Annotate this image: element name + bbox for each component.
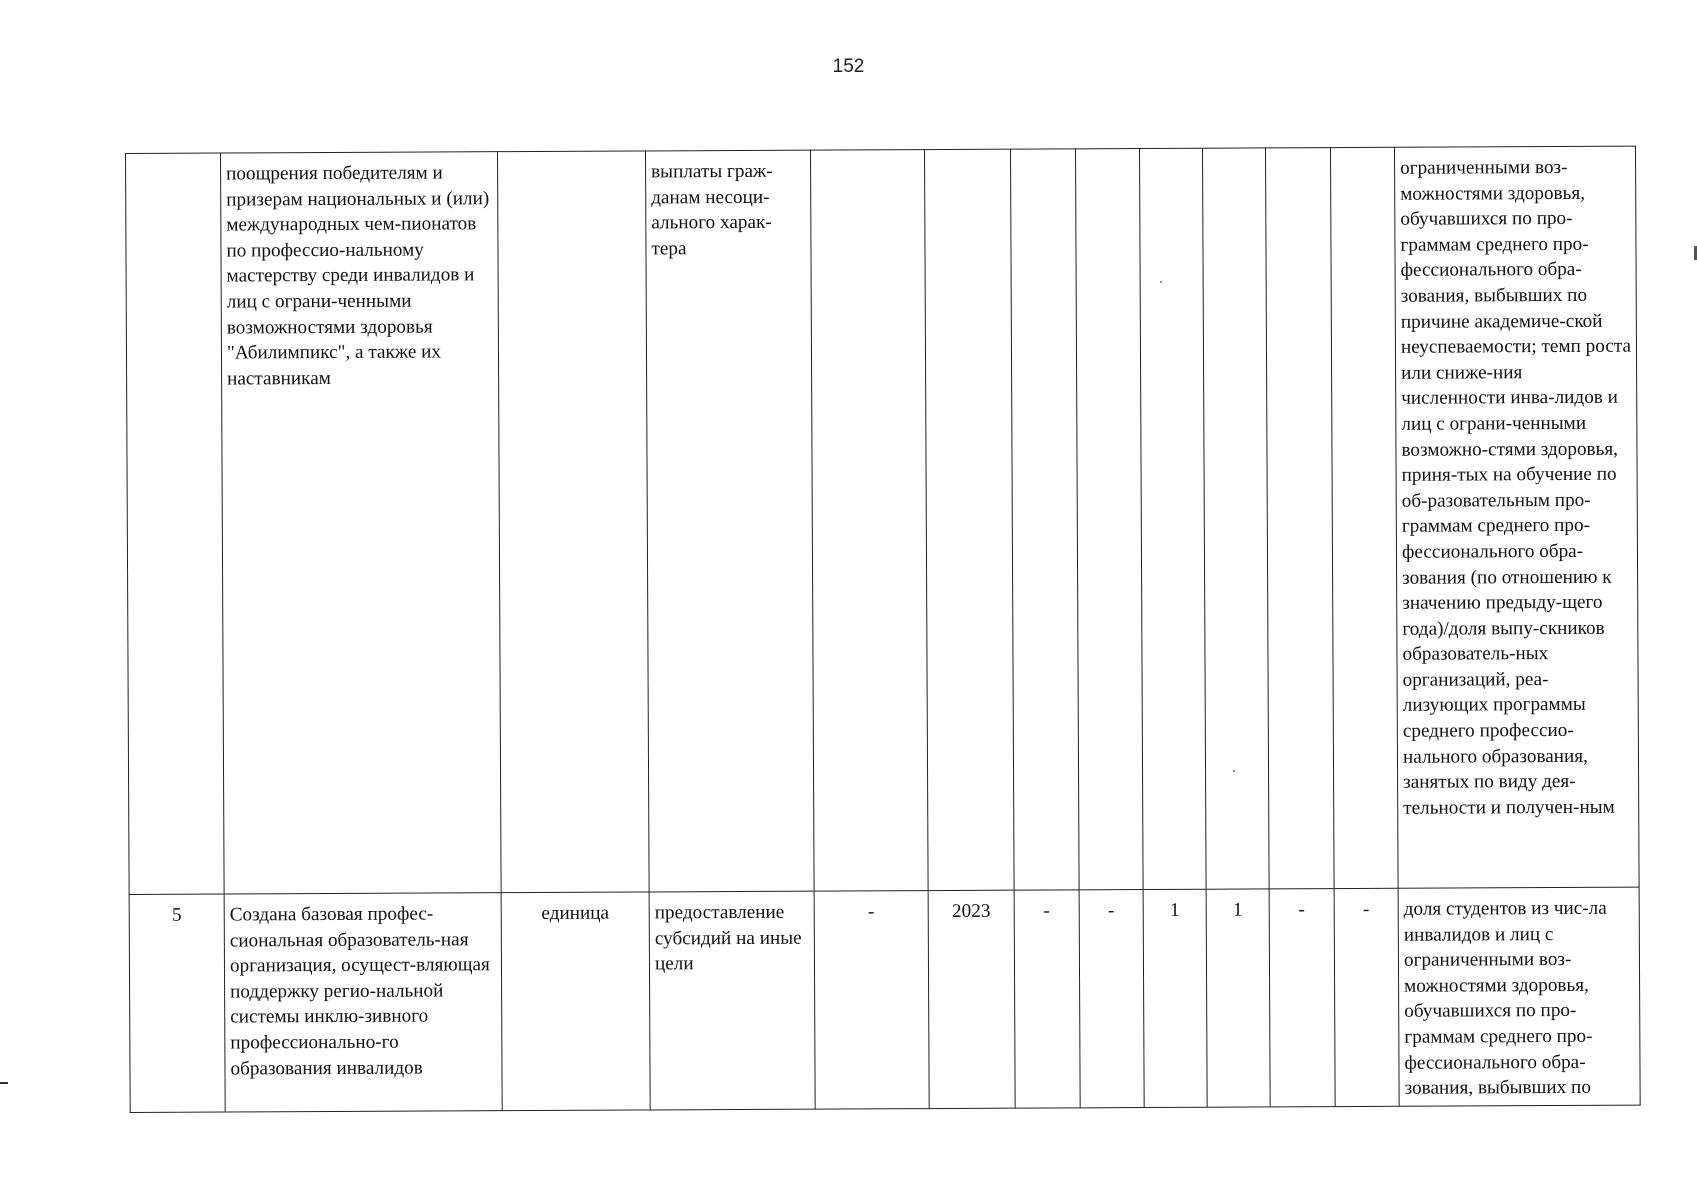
table-row	[129, 887, 1640, 1112]
scan-artifact-dot	[1160, 281, 1162, 283]
unit-cell: единица	[501, 892, 650, 1110]
value-cell-5: -	[1269, 889, 1335, 1107]
unit-cell	[497, 151, 649, 893]
value-cell-1	[1010, 149, 1079, 890]
base-value-cell: -	[814, 891, 929, 1109]
indicator-cell: доля студентов из чис-ла инвалидов и лиц с ограниченными воз-можностями здоровья, обучавшихся по про-граммам среднего про-фессионального обра-зования, выбывших по	[1398, 887, 1640, 1106]
base-value-cell	[810, 150, 928, 892]
value-cell-1: -	[1014, 890, 1080, 1108]
value-cell-4	[1202, 148, 1269, 889]
value-cell-6: -	[1334, 888, 1399, 1106]
value-cell-5	[1265, 148, 1334, 889]
year-cell: 2023	[928, 890, 1015, 1108]
value-cell-6	[1330, 147, 1398, 888]
value-cell-3: 1	[1143, 889, 1207, 1107]
measure-type-cell: выплаты граж-данам несоци-ального харак-тера	[645, 150, 814, 892]
measure-type-cell: предоставление субсидий на иные цели	[649, 891, 815, 1110]
row-number-cell: 5	[129, 894, 225, 1112]
measures-table	[125, 146, 1641, 1113]
value-cell-2	[1075, 149, 1143, 890]
page-number: 152	[832, 56, 865, 77]
value-cell-2: -	[1079, 890, 1144, 1108]
row-number-cell	[126, 153, 225, 894]
measure-name-cell: поощрения победителям и призерам национальных и (или) международных чем-пионатов по профессио-нальному мастерству среди инвалидов и лиц с ограни-ченными возможностями здоровья "Абилимпикс", а также их наставникам	[221, 152, 502, 894]
value-cell-3	[1139, 148, 1206, 889]
year-cell	[924, 149, 1014, 890]
scan-artifact-dash	[0, 1082, 8, 1084]
value-cell-4: 1	[1206, 889, 1270, 1107]
measure-name-cell: Создана базовая профес-сиональная образователь-ная организация, осущест-вляющая поддержку регио-нальной системы инклю-зивного профессионально-го образования инвалидов	[224, 893, 502, 1112]
scan-artifact-dot	[1233, 770, 1235, 772]
table-row	[126, 146, 1640, 894]
indicator-cell: ограниченными воз-можностями здоровья, обучавшихся по про-граммам среднего про-фессионального обра-зования, выбывших по причине академиче-ской неуспеваемости; темп роста или сниже-ния численности инва-лидов и лиц с ограни-ченными возможно-стями здоровья, приня-тых на обучение по об-разовательным про-граммам среднего про-фессионального обра-зования (по отношению к значению предыду-щего года)/доля выпу-скников образователь-ных организаций, реа-лизующих программы среднего профессио-нального образования, занятых по виду дея-тельности и получен-ным	[1394, 146, 1639, 888]
